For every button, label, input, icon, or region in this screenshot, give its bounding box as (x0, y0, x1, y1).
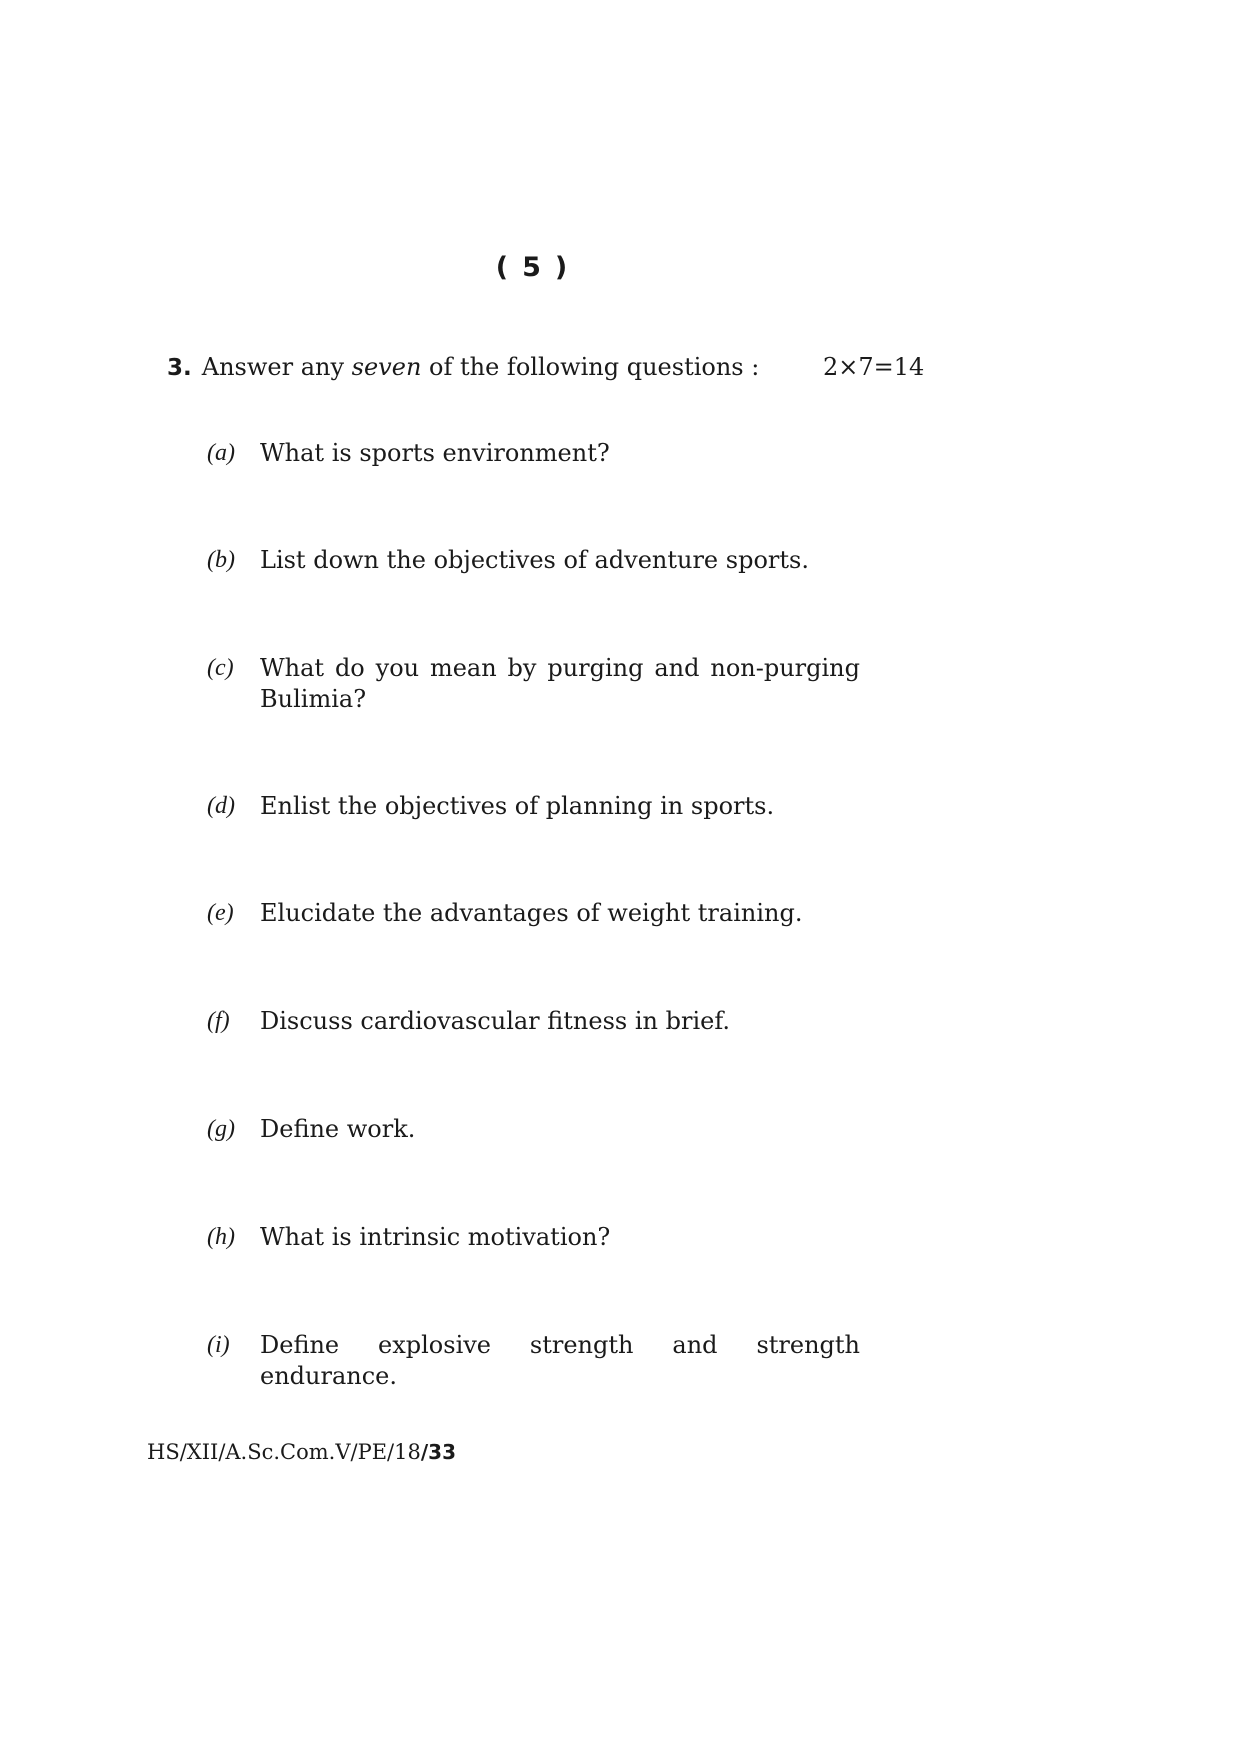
page-number-close-paren: ) (554, 252, 570, 283)
item-text: List down the objectives of adventure sports. (260, 546, 809, 574)
item-label: (e) (207, 900, 234, 926)
item-text: Define work. (260, 1115, 416, 1143)
question-item-i (207, 1330, 862, 1392)
question-prompt-after: of the following questions : (421, 353, 760, 381)
paper-code-footer (147, 1440, 456, 1464)
paper-code: HS/XII/A.Sc.Com.V/PE/18 (147, 1440, 421, 1464)
question-prompt-before: Answer any (201, 353, 352, 381)
item-label: (h) (207, 1224, 235, 1250)
item-text: What is intrinsic motivation? (260, 1223, 611, 1251)
item-text: Discuss cardiovascular fitness in brief. (260, 1007, 730, 1035)
question-item-h (207, 1222, 857, 1253)
item-text: Elucidate the advantages of weight training. (260, 899, 803, 927)
page-number (0, 252, 1065, 283)
question-item-d (207, 791, 857, 822)
question-number: 3. (167, 355, 192, 381)
item-text: What is sports environment? (260, 439, 610, 467)
item-text: What do you mean by purging and non-purging Bulimia? (260, 654, 860, 713)
question-item-a (207, 438, 857, 469)
item-text: Define explosive strength and strength endurance. (260, 1331, 860, 1390)
item-label: (c) (207, 655, 234, 681)
question-item-c (207, 653, 862, 715)
question-item-f (207, 1006, 857, 1037)
question-item-b (207, 545, 857, 576)
item-label: (i) (207, 1332, 230, 1358)
item-label: (g) (207, 1116, 235, 1142)
question-item-g (207, 1114, 857, 1145)
question-marks: 2×7=14 (823, 353, 925, 381)
item-label: (a) (207, 440, 235, 466)
item-label: (d) (207, 793, 235, 819)
item-label: (f) (207, 1008, 230, 1034)
page-number-value: 5 (522, 252, 543, 283)
item-label: (b) (207, 547, 235, 573)
page-number-open-paren: ( (495, 252, 511, 283)
question-item-e (207, 898, 857, 929)
paper-copies: /33 (420, 1440, 456, 1464)
question-prompt-emphasis: seven (351, 353, 422, 381)
question-header (167, 350, 759, 385)
item-text: Enlist the objectives of planning in sports. (260, 792, 775, 820)
